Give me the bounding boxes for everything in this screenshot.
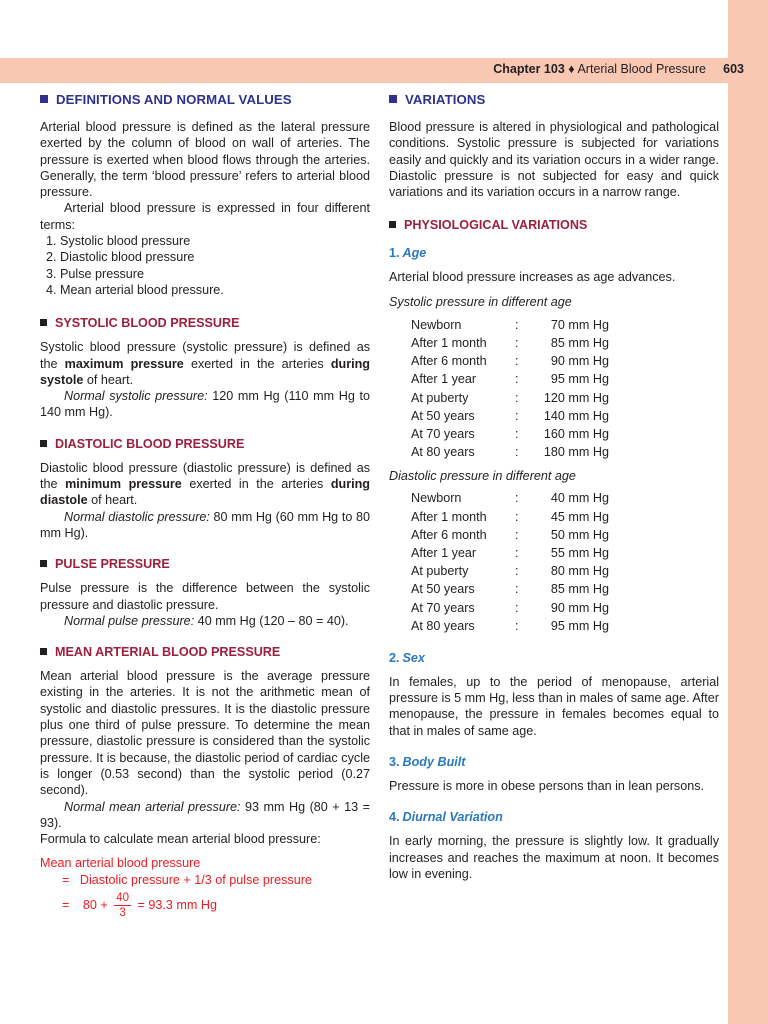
systolic-age-table bbox=[411, 316, 609, 462]
age-cell: At 70 years bbox=[411, 600, 475, 615]
pressure-cell: 140 mm Hg bbox=[543, 408, 609, 423]
pressure-cell: 95 mm Hg bbox=[550, 618, 609, 633]
square-bullet-icon bbox=[40, 440, 47, 447]
separator-cell: : bbox=[515, 317, 519, 332]
age-cell: At 80 years bbox=[411, 445, 475, 460]
square-bullet-icon bbox=[389, 95, 397, 103]
systolic-definition: Systolic blood pressure (systolic pressure) is defined as the maximum pressure exerted in the arteries during systole of heart. bbox=[40, 340, 370, 387]
separator-cell: : bbox=[515, 408, 519, 423]
table-row bbox=[411, 316, 609, 334]
sex-paragraph: In females, up to the period of menopause, arterial pressure is 5 mm Hg, less than in males of same age. After menopause, the pressure in females becomes equal to that in males of same age. bbox=[389, 674, 719, 738]
diastolic-age-caption: Diastolic pressure in different age bbox=[389, 469, 576, 484]
section-heading-diastolic: DIASTOLIC BLOOD PRESSURE bbox=[40, 437, 370, 451]
page-edge-bar bbox=[728, 0, 768, 1024]
subheading-diurnal: 4. Diurnal Variation bbox=[389, 810, 503, 825]
section-heading-systolic: SYSTOLIC BLOOD PRESSURE bbox=[40, 316, 370, 330]
age-cell: After 6 month bbox=[411, 354, 487, 369]
separator-cell: : bbox=[515, 390, 519, 405]
square-bullet-icon bbox=[40, 95, 48, 103]
table-row bbox=[411, 617, 609, 635]
pressure-cell: 50 mm Hg bbox=[550, 527, 609, 542]
list-item: 3. Pulse pressure bbox=[46, 266, 145, 281]
separator-cell: : bbox=[515, 618, 519, 633]
pressure-cell: 85 mm Hg bbox=[550, 336, 609, 351]
square-bullet-icon bbox=[40, 648, 47, 655]
list-item: 2. Diastolic blood pressure bbox=[46, 250, 195, 265]
formula-calculation: = 80 + $\frac{40}{3}$ = 93.3 mm Hg bbox=[62, 892, 217, 920]
separator-cell: : bbox=[515, 427, 519, 441]
square-bullet-icon bbox=[389, 221, 396, 228]
age-cell: At 80 years bbox=[411, 618, 475, 633]
table-row bbox=[411, 425, 609, 443]
age-cell: At puberty bbox=[411, 564, 469, 579]
age-cell: After 1 month bbox=[411, 509, 487, 524]
mean-normal-value: Normal mean arterial pressure: 93 mm Hg (80 + 13 = 93). bbox=[40, 799, 370, 830]
section-heading-physiological: PHYSIOLOGICAL VARIATIONS bbox=[389, 218, 719, 232]
square-bullet-icon bbox=[40, 560, 47, 567]
table-row bbox=[411, 507, 609, 525]
table-row bbox=[411, 562, 609, 580]
page-number: 603 bbox=[723, 62, 744, 76]
table-row bbox=[411, 370, 609, 388]
pressure-cell: 40 mm Hg bbox=[550, 491, 609, 506]
variations-paragraph: Blood pressure is altered in physiological and pathological conditions. Systolic pressure is subjected for variations easily and quickly and its variation occurs in a wider range. Diastolic pressure is not subjected for easy and quick variations and its variation occurs in a narrow range. bbox=[389, 120, 719, 200]
formula-intro: Formula to calculate mean arterial blood pressure: bbox=[40, 832, 321, 847]
separator-cell: : bbox=[515, 445, 519, 460]
pressure-cell: 90 mm Hg bbox=[550, 600, 609, 615]
pressure-cell: 90 mm Hg bbox=[550, 354, 609, 369]
systolic-normal-value: Normal systolic pressure: 120 mm Hg (110 mm Hg to 140 mm Hg). bbox=[40, 389, 370, 420]
section-heading-mean: MEAN ARTERIAL BLOOD PRESSURE bbox=[40, 645, 370, 659]
separator-cell: : bbox=[515, 509, 519, 524]
body-built-paragraph: Pressure is more in obese persons than in lean persons. bbox=[389, 778, 705, 793]
list-item: 4. Mean arterial blood pressure. bbox=[46, 282, 224, 297]
diamond-separator: ♦ bbox=[568, 62, 575, 76]
age-cell: At 50 years bbox=[411, 582, 475, 597]
table-row bbox=[411, 407, 609, 425]
list-item: 1. Systolic blood pressure bbox=[46, 234, 191, 249]
pressure-cell: 180 mm Hg bbox=[543, 445, 609, 460]
table-row bbox=[411, 334, 609, 352]
table-row bbox=[411, 598, 609, 616]
age-cell: After 6 month bbox=[411, 527, 487, 542]
table-row bbox=[411, 389, 609, 407]
separator-cell: : bbox=[515, 527, 519, 542]
age-cell: Newborn bbox=[411, 491, 462, 506]
table-row bbox=[411, 489, 609, 507]
right-column bbox=[389, 92, 719, 882]
pulse-normal-value: Normal pulse pressure: 40 mm Hg (120 – 80 = 40). bbox=[64, 613, 349, 628]
pressure-cell: 95 mm Hg bbox=[550, 372, 609, 387]
diastolic-definition: Diastolic blood pressure (diastolic pressure) is defined as the minimum pressure exerted in the arteries during diastole of heart. bbox=[40, 460, 370, 508]
formula-definition: = Diastolic pressure + 1/3 of pulse pressure bbox=[62, 873, 312, 888]
pulse-definition: Pulse pressure is the difference between the systolic pressure and diastolic pressure. bbox=[40, 581, 370, 612]
pressure-cell: 45 mm Hg bbox=[550, 509, 609, 524]
subheading-age: 1. Age bbox=[389, 246, 427, 261]
separator-cell: : bbox=[515, 372, 519, 387]
section-heading-pulse: PULSE PRESSURE bbox=[40, 557, 370, 571]
table-row bbox=[411, 443, 609, 461]
chapter-title: Arterial Blood Pressure bbox=[577, 62, 706, 76]
separator-cell: : bbox=[515, 336, 519, 351]
separator-cell: : bbox=[515, 491, 519, 506]
running-header-text bbox=[493, 62, 744, 76]
pressure-cell: 80 mm Hg bbox=[550, 564, 609, 579]
age-cell: At 70 years bbox=[411, 427, 475, 441]
separator-cell: : bbox=[515, 564, 519, 579]
diurnal-paragraph: In early morning, the pressure is slightly low. It gradually increases and reaches the maximum at noon. It becomes low in evening. bbox=[389, 834, 719, 881]
formula-title: Mean arterial blood pressure bbox=[40, 856, 201, 871]
diastolic-normal-value: Normal diastolic pressure: 80 mm Hg (60 mm Hg to 80 mm Hg). bbox=[40, 509, 370, 540]
age-cell: After 1 year bbox=[411, 545, 477, 560]
separator-cell: : bbox=[515, 354, 519, 369]
subheading-body-built: 3. Body Built bbox=[389, 754, 466, 769]
pressure-cell: 55 mm Hg bbox=[550, 545, 609, 560]
pressure-cell: 85 mm Hg bbox=[550, 582, 609, 597]
table-row bbox=[411, 352, 609, 370]
section-heading-definitions: DEFINITIONS AND NORMAL VALUES bbox=[40, 92, 370, 107]
diastolic-age-table bbox=[411, 489, 609, 635]
age-cell: At puberty bbox=[411, 390, 469, 405]
table-row bbox=[411, 580, 609, 598]
left-column bbox=[40, 92, 370, 920]
mean-definition: Mean arterial blood pressure is the average pressure existing in the arteries. It is not the arithmetic mean of systolic and diastolic pressures. It is the diastolic pressure plus one third of pulse pressure. To determine the mean pressure, diastolic pressure is considered than the systolic pressure. It is because, the diastolic period of cardiac cycle is longer (0.53 second) than the systolic period (0.27 second). bbox=[40, 669, 370, 798]
terms-list bbox=[40, 233, 370, 298]
terms-intro: Arterial blood pressure is expressed in four different terms: bbox=[40, 201, 370, 232]
fraction: $\frac{40}{3}$ bbox=[116, 892, 130, 920]
age-cell: After 1 year bbox=[411, 372, 477, 387]
square-bullet-icon bbox=[40, 319, 47, 326]
age-cell: Newborn bbox=[411, 317, 462, 332]
separator-cell: : bbox=[515, 600, 519, 615]
table-row bbox=[411, 544, 609, 562]
pressure-cell: 70 mm Hg bbox=[550, 317, 609, 332]
subheading-sex: 2. Sex bbox=[389, 650, 425, 665]
separator-cell: : bbox=[515, 582, 519, 597]
systolic-age-caption: Systolic pressure in different age bbox=[389, 294, 572, 309]
pressure-cell: 160 mm Hg bbox=[543, 427, 609, 441]
age-paragraph: Arterial blood pressure increases as age advances. bbox=[389, 270, 676, 285]
table-row bbox=[411, 526, 609, 544]
age-cell: After 1 month bbox=[411, 336, 487, 351]
separator-cell: : bbox=[515, 545, 519, 560]
definition-paragraph: Arterial blood pressure is defined as the lateral pressure exerted by the column of blood on wall of arteries. The pressure is exerted when blood flows through the arteries. Generally, the term ‘blood pressure’ refers to arterial blood pressure. bbox=[40, 120, 370, 200]
chapter-label: Chapter 103 bbox=[493, 62, 565, 76]
age-cell: At 50 years bbox=[411, 408, 475, 423]
section-heading-variations: VARIATIONS bbox=[389, 92, 719, 107]
pressure-cell: 120 mm Hg bbox=[543, 390, 609, 405]
